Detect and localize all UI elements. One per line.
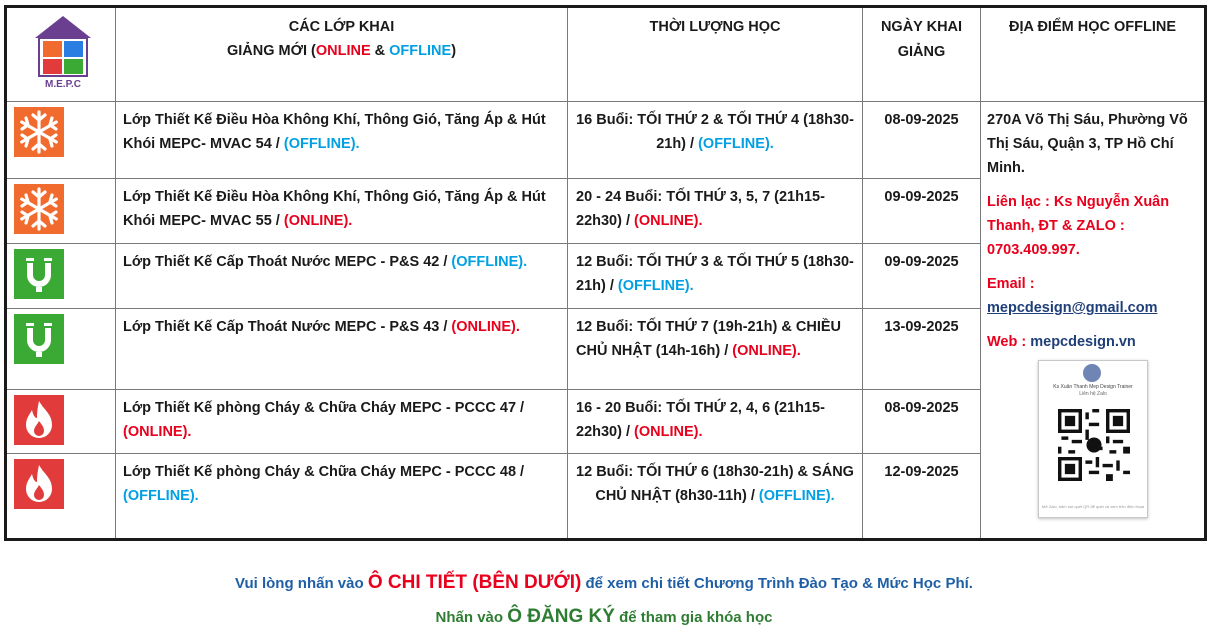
course-row[interactable]: Lớp Thiết Kế Điều Hòa Không Khí, Thông Gió, Tăng Áp & Hút Khói MEPC- MVAC 54 / (OFFLINE). 16 Buổi: TỐI THỨ 2 & TỐI THỨ 4 (18h30-21h) / (OFFLINE). 08-09-2025 270A Võ Thị Sáu, Phường Võ Thị Sáu, Quận 3, TP Hồ Chí Minh. Liên lạc : Ks Nguyễn Xuân Thanh, ĐT & ZALO : 0703.409.997. Email : mepcdesign@gmail.com Web : mepcdesign.vn Ks Xuân Thanh Mep Design Trainer Liên hệ Zalo Mở Zalo, bấm nút quét QR để quét và xem trên điện thoại: [6, 102, 1206, 179]
email-link[interactable]: mepcdesign@gmail.com: [987, 300, 1158, 316]
start-date: 12-09-2025: [863, 454, 981, 540]
header-courses-line2: GIẢNG MỚI (ONLINE & OFFLINE): [226, 43, 457, 59]
zalo-qr-card[interactable]: Ks Xuân Thanh Mep Design Trainer Liên hệ Zalo Mở Zalo, bấm nút quét QR để quét và xem trên điện thoại: [1038, 360, 1148, 518]
avatar: [1083, 364, 1101, 382]
header-courses: [116, 7, 568, 102]
header-start-date: NGÀY KHAI GIẢNG: [863, 7, 981, 102]
flame-icon: [14, 395, 64, 445]
course-schedule-table: [4, 5, 1207, 541]
web-link[interactable]: mepcdesign.vn: [1030, 334, 1136, 350]
start-date: 09-09-2025: [863, 179, 981, 244]
details-instruction: Vui lòng nhấn vào Ô CHI TIẾT (BÊN DƯỚI) để xem chi tiết Chương Trình Đào Tạo & Mức Học Phí.: [235, 572, 973, 593]
register-cell-link[interactable]: Ô ĐĂNG KÝ: [507, 606, 615, 627]
start-date: 13-09-2025: [863, 309, 981, 390]
logo-cell: [6, 7, 116, 102]
header-location: ĐỊA ĐIỂM HỌC OFFLINE: [981, 7, 1206, 102]
svg-text:M.E.P.C: M.E.P.C: [45, 79, 81, 90]
mepc-logo: [33, 14, 93, 90]
start-date: 08-09-2025: [863, 102, 981, 179]
start-date: 09-09-2025: [863, 244, 981, 309]
course-row[interactable]: Lớp Thiết Kế Cấp Thoát Nước MEPC - P&S 43 / (ONLINE). 12 Buổi: TỐI THỨ 7 (19h-21h) & CHIỀU CHỦ NHẬT (14h-16h) / (ONLINE). 13-09-2025: [6, 309, 1206, 390]
pipe-icon: [14, 249, 64, 299]
register-instruction: Nhấn vào Ô ĐĂNG KÝ để tham gia khóa học: [435, 606, 773, 627]
contact: Liên lạc : Ks Nguyễn Xuân Thanh, ĐT & ZALO : 0703.409.997.: [987, 194, 1170, 258]
start-date: 08-09-2025: [863, 390, 981, 454]
pipe-icon: [14, 314, 64, 364]
snowflake-icon: [14, 107, 64, 157]
course-row[interactable]: Lớp Thiết Kế Điều Hòa Không Khí, Thông Gió, Tăng Áp & Hút Khói MEPC- MVAC 55 / (ONLINE). 20 - 24 Buổi: TỐI THỨ 3, 5, 7 (21h15-22h30) / (ONLINE). 09-09-2025: [6, 179, 1206, 244]
flame-icon: [14, 459, 64, 509]
web-label: Web :: [987, 334, 1031, 350]
qr-code-icon: [1058, 409, 1130, 481]
address: 270A Võ Thị Sáu, Phường Võ Thị Sáu, Quận 3, TP Hồ Chí Minh.: [987, 112, 1188, 176]
email-label: Email :: [987, 276, 1035, 292]
course-row[interactable]: Lớp Thiết Kế phòng Cháy & Chữa Cháy MEPC - PCCC 47 / (ONLINE). 16 - 20 Buổi: TỐI THỨ 2, 4, 6 (21h15-22h30) / (ONLINE). 08-09-2025: [6, 390, 1206, 454]
header-courses-line1: CÁC LỚP KHAI: [288, 19, 395, 35]
header-row: [6, 7, 1206, 102]
location-cell: [981, 102, 1206, 540]
snowflake-icon: [14, 184, 64, 234]
course-row[interactable]: Lớp Thiết Kế Cấp Thoát Nước MEPC - P&S 42 / (OFFLINE). 12 Buổi: TỐI THỨ 3 & TỐI THỨ 5 (18h30-21h) / (OFFLINE). 09-09-2025: [6, 244, 1206, 309]
header-duration: THỜI LƯỢNG HỌC: [568, 7, 863, 102]
course-row[interactable]: Lớp Thiết Kế phòng Cháy & Chữa Cháy MEPC - PCCC 48 / (OFFLINE). 12 Buổi: TỐI THỨ 6 (18h30-21h) & SÁNG CHỦ NHẬT (8h30-11h) / (OFFLINE). 12-09-2025: [6, 454, 1206, 540]
details-cell-link[interactable]: Ô CHI TIẾT (BÊN DƯỚI): [367, 572, 582, 593]
